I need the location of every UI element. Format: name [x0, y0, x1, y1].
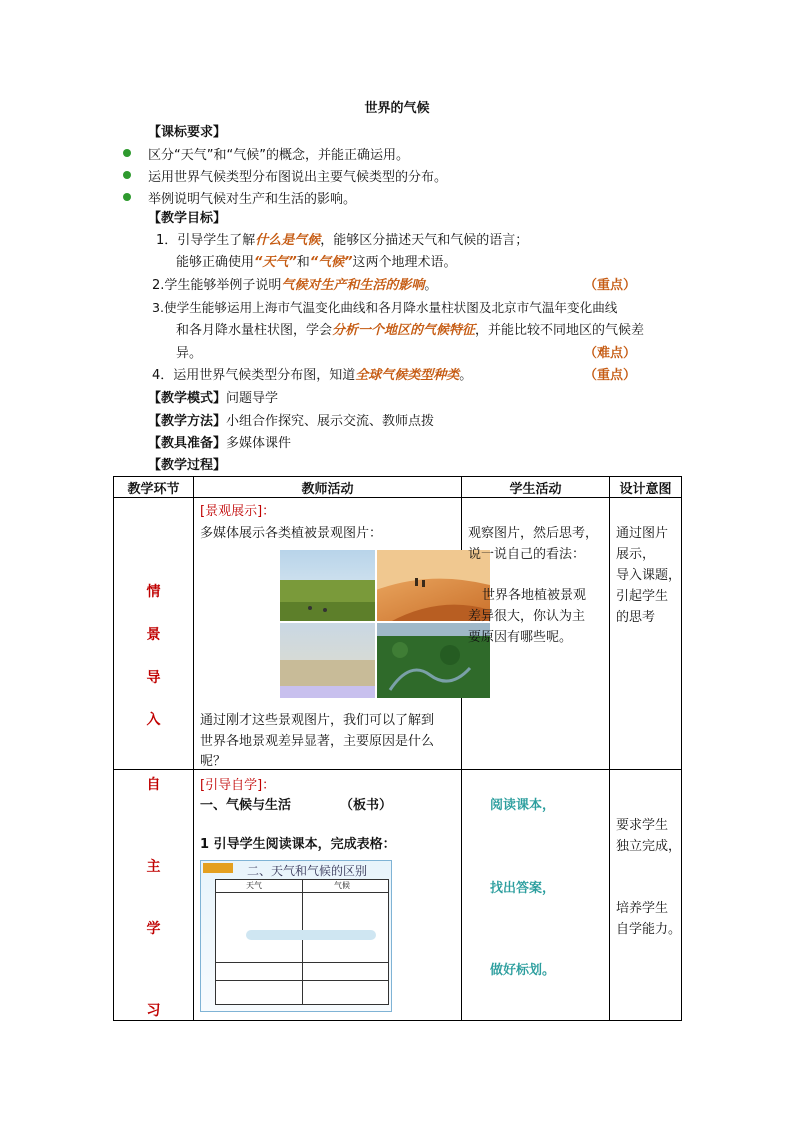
goal-3-line-2: 和各月降水量柱状图，学会分析一个地区的气候特征，并能比较不同地区的气候差 [176, 323, 645, 338]
student-intro-2: 说一说自己的看法： [468, 547, 586, 562]
header-student: 学生活动 [462, 477, 610, 498]
slide-logo [203, 863, 233, 873]
stage-char: 自 [146, 777, 161, 793]
teaching-mode: 【教学模式】问题导学 [148, 391, 279, 406]
intent-line: 导入课题， [616, 568, 682, 583]
goal-1-line-2: 能够正确使用“天气”和“气候”这两个地理术语。 [176, 255, 457, 270]
intent-line: 展示， [616, 547, 656, 562]
self-study-tag: [引导自学]： [200, 778, 276, 793]
board-section-title: 一、气候与生活 [200, 798, 292, 813]
intent-line: 通过图片 [616, 526, 669, 541]
teaching-method: 【教学方法】小组合作探究、展示交流、教师点拨 [148, 414, 435, 429]
process-heading: 【教学过程】 [148, 458, 227, 473]
header-teacher: 教师活动 [194, 477, 462, 498]
intent-self-study [610, 770, 681, 1020]
stage-char: 主 [146, 859, 161, 875]
intent-intro [610, 498, 681, 769]
landscape-tag: [景观展示]： [200, 504, 276, 519]
kebiao-heading: 【课标要求】 [148, 125, 227, 140]
student-intro-4: 差异很大，你认为主 [468, 609, 586, 624]
page-title: 世界的气候 [364, 101, 430, 116]
teacher-activity-intro [194, 498, 461, 769]
student-task-3: 做好标划。 [490, 963, 556, 978]
stage-char: 入 [146, 712, 161, 728]
slide-title: 二、天气和气候的区别 [247, 864, 368, 878]
intent-line: 培养学生 [616, 901, 669, 916]
student-intro-1: 观察图片，然后思考， [468, 526, 599, 541]
stage-char: 情 [146, 584, 161, 600]
teacher-activity-self-study [194, 770, 461, 1020]
board-label: （板书） [340, 798, 393, 813]
process-table [113, 476, 682, 1021]
teacher-intro-line: 多媒体展示各类植被景观图片： [200, 526, 383, 541]
goal-3-difficulty-mark: （难点） [584, 346, 637, 361]
stage-self-study [114, 770, 193, 1020]
intent-line: 的思考 [616, 610, 656, 625]
teacher-question-1: 通过刚才这些景观图片，我们可以了解到 [200, 713, 435, 728]
goal-3-line-3: 异。 [176, 346, 203, 361]
student-task-1: 阅读课本， [490, 798, 556, 813]
stage-intro [114, 498, 193, 769]
goal-3-line-1: 3.使学生能够运用上海市气温变化曲线和各月降水量柱状图及北京市气温年变化曲线 [152, 300, 618, 315]
student-intro-5: 要原因有哪些呢。 [468, 630, 573, 645]
comparison-slide [200, 860, 392, 1012]
goal-1-line-1: 1．引导学生了解什么是气候，能够区分描述天气和气候的语言； [156, 233, 529, 248]
teacher-question-2: 世界各地景观差异显著，主要原因是什么 [200, 734, 435, 749]
kebiao-item-1: 区分“天气”和“气候”的概念，并能正确运用。 [148, 148, 409, 163]
slide-col-climate: 气候 [334, 881, 350, 890]
intent-line: 要求学生 [616, 818, 669, 833]
goal-2-key-mark: （重点） [584, 278, 637, 293]
student-task-2: 找出答案， [490, 881, 556, 896]
teacher-question-3: 呢？ [200, 754, 227, 769]
student-activity-intro [462, 498, 609, 769]
stage-char: 习 [146, 1003, 161, 1019]
intent-line: 自学能力。 [616, 922, 682, 937]
intent-line: 引起学生 [616, 589, 669, 604]
goal-4-key-mark: （重点） [584, 368, 637, 383]
intent-line: 独立完成， [616, 839, 682, 854]
header-intent: 设计意图 [610, 477, 682, 498]
kebiao-item-3: 举例说明气候对生产和生活的影响。 [148, 192, 357, 207]
reading-task: 1 引导学生阅读课本，完成表格： [200, 837, 396, 852]
bullet-icon [123, 171, 131, 179]
landscape-photos [280, 550, 490, 698]
student-activity-self-study [462, 770, 609, 1020]
teaching-tools: 【教具准备】多媒体课件 [148, 436, 292, 451]
goal-2: 2.学生能够举例子说明气候对生产和生活的影响。 [152, 278, 438, 293]
kebiao-item-2: 运用世界气候类型分布图说出主要气候类型的分布。 [148, 170, 448, 185]
stage-char: 景 [146, 627, 161, 643]
stage-char: 学 [146, 921, 161, 937]
stage-char: 导 [146, 670, 161, 686]
slide-table [215, 879, 389, 1005]
bullet-icon [123, 193, 131, 201]
student-intro-3: 世界各地植被景观 [482, 588, 587, 603]
goal-4: 4．运用世界气候类型分布图，知道全球气候类型种类。 [152, 368, 473, 383]
bullet-icon [123, 149, 131, 157]
slide-col-weather: 天气 [246, 881, 262, 890]
goals-heading: 【教学目标】 [148, 211, 227, 226]
header-stage: 教学环节 [114, 477, 194, 498]
